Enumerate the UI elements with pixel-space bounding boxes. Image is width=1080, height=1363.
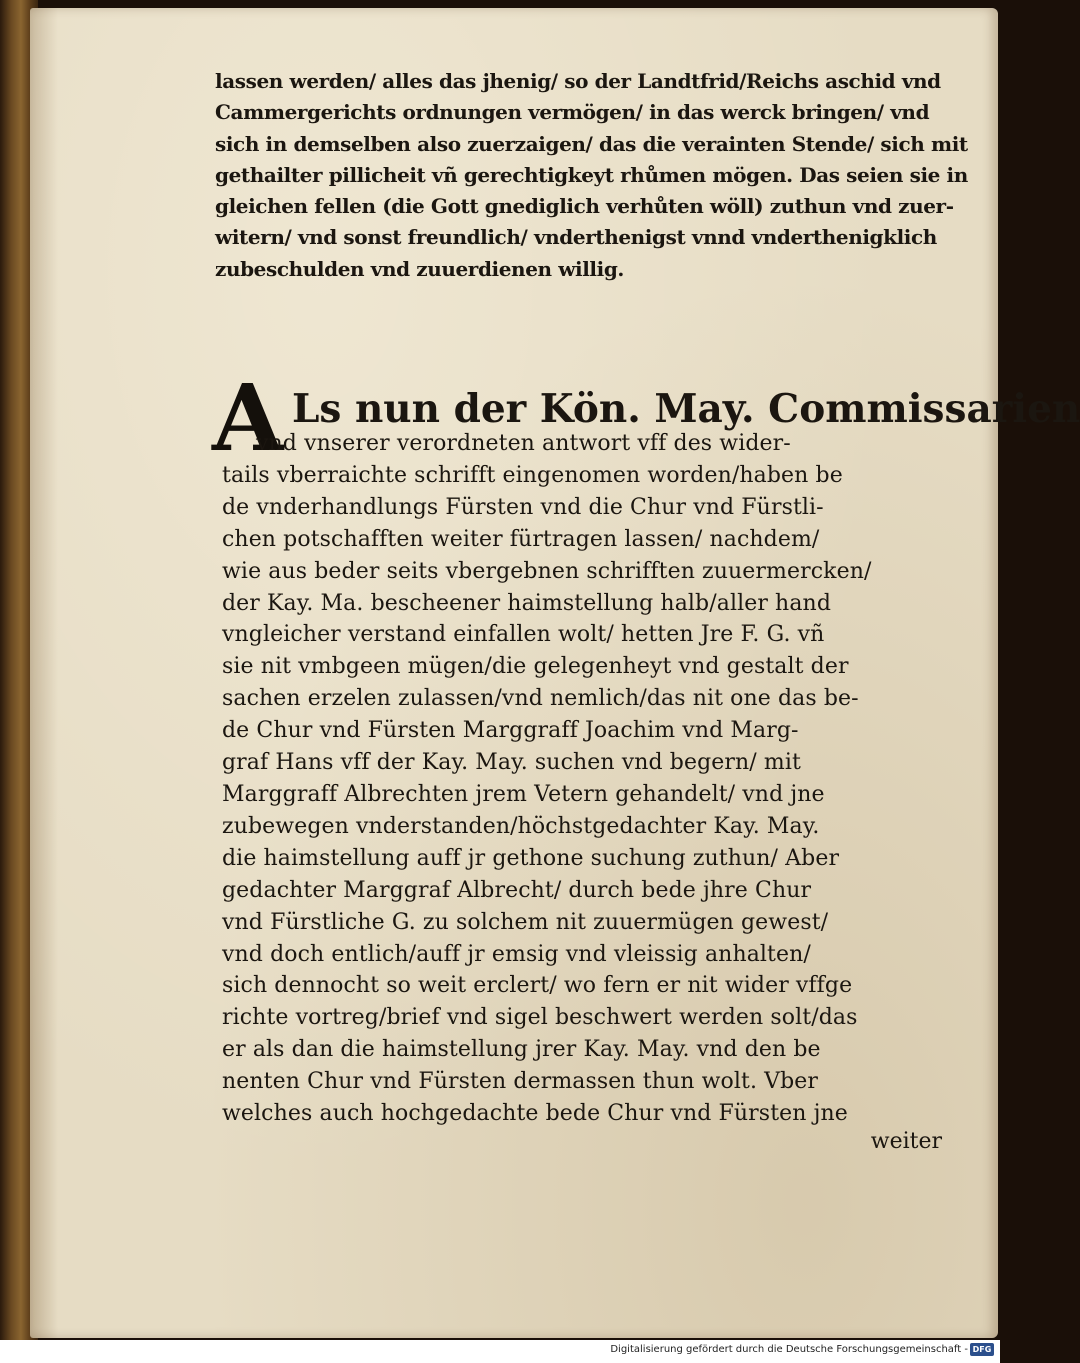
footer-credit: Digitalisierung gefördert durch die Deutsche Forschungsgemeinschaft - (610, 1344, 968, 1355)
text-line: sie nit vmbgeen mügen/die gelegenheyt vnd gestalt der (222, 654, 849, 680)
text-line: zubewegen vnderstanden/höchstgedachter Kay. May. (222, 813, 820, 839)
text-line: lassen werden/ alles das jhenig/ so der Landtfrid/Reichs aschid vnd (215, 69, 941, 93)
text-line: welches auch hochgedachte bede Chur vnd Fürsten jne (222, 1101, 848, 1127)
text-line: nenten Chur vnd Fürsten dermassen thun wolt. Vber (222, 1069, 819, 1095)
text-line: gedachter Marggraf Albrecht/ durch bede jhre Chur (222, 877, 812, 903)
text-line: Cammergerichts ordnungen vermögen/ in das werck bringen/ vnd (215, 100, 930, 125)
text-line: tails vberraichte schrifft eingenomen worden/haben be (222, 462, 843, 488)
text-line: der Kay. Ma. bescheener haimstellung halb/aller hand (222, 590, 831, 616)
text-line: vngleicher verstand einfallen wolt/ hetten Jre F. G. vñ (222, 622, 825, 648)
text-line: chen potschafften weiter fürtragen lassen/ nachdem/ (222, 526, 820, 552)
text-line: vnd doch entlich/auff jr emsig vnd vleissig anhalten/ (222, 941, 811, 967)
top-paragraph (215, 66, 968, 285)
catchword: weiter (870, 1129, 942, 1154)
text-line: sachen erzelen zulassen/vnd nemlich/das nit one das be- (222, 686, 859, 712)
text-line: richte vortreg/brief vnd sigel beschwert werden solt/das (222, 1005, 858, 1031)
text-line: wie aus beder seits vbergebnen schrifften zuuermercken/ (222, 558, 872, 584)
drop-initial: A (212, 364, 284, 472)
text-line: gethailter pillicheit vñ gerechtigkeyt rhůmen mögen. Das seien sie in (215, 162, 968, 187)
heading-text: Ls nun der Kön. May. Commissarien (292, 386, 1080, 432)
text-line: vnd Fürstliche G. zu solchem nit zuuermügen gewest/ (222, 909, 829, 935)
text-line: gleichen fellen (die Gott gnediglich verhůten wöll) zuthun vnd zuer- (215, 194, 954, 219)
dfg-logo-icon: DFG (970, 1343, 994, 1356)
text-line: sich dennocht so weit erclert/ wo fern er nit wider vffge (222, 973, 853, 999)
text-line: Marggraff Albrechten jrem Vetern gehandelt/ vnd jne (222, 781, 825, 807)
text-line: witern/ vnd sonst freundlich/ vnderthenigst vnnd vnderthenigklich (215, 225, 937, 250)
text-line: er als dan die haimstellung jrer Kay. May. vnd den be (222, 1037, 821, 1063)
text-line: de vnderhandlungs Fürsten vnd die Chur vnd Fürstli- (222, 494, 824, 520)
text-line: die haimstellung auff jr gethone suchung zuthun/ Aber (222, 845, 840, 871)
text-line: graf Hans vff der Kay. May. suchen vnd begern/ mit (222, 750, 801, 776)
text-line: sich in demselben also zuerzaigen/ das die verainten Stende/ sich mit (215, 131, 968, 156)
text-line: de Chur vnd Fürsten Marggraff Joachim vnd Marg- (222, 718, 799, 744)
text-line: vnd vnserer verordneten antwort vff des wider- (256, 431, 791, 456)
text-line: zubeschulden vnd zuuerdienen willig. (215, 256, 624, 281)
section-body (222, 428, 944, 1130)
